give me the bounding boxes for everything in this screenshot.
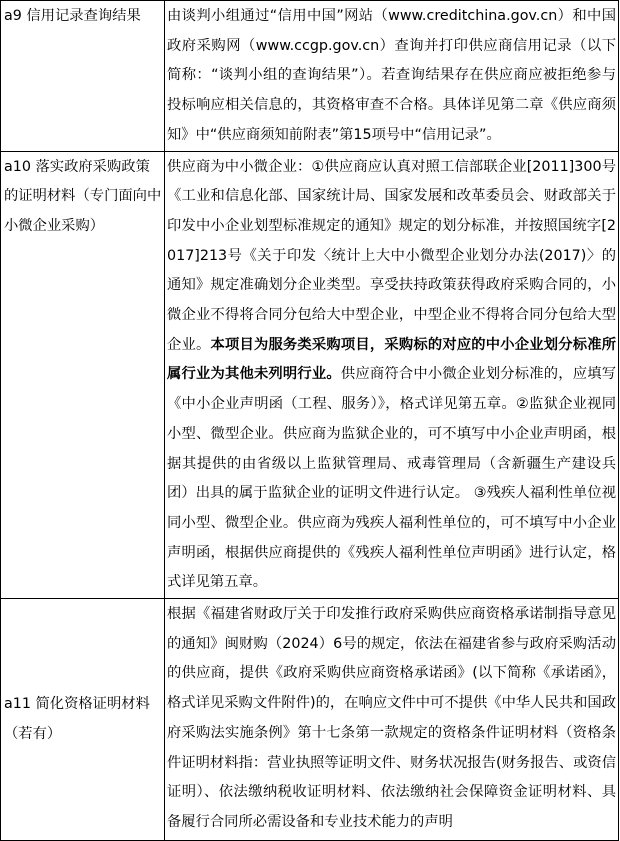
- table-row: [1, 599, 619, 841]
- table-row: [1, 151, 619, 599]
- row-label-a11: a11 简化资格证明材料（若有）: [1, 599, 165, 841]
- row-content-a9: 由谈判小组通过“信用中国”网站（www.creditchina.gov.cn）和中国政府采购网（www.ccgp.gov.cn）查询并打印供应商信用记录（以下简称：“谈判小组的查询结果”）。若查询结果存在供应商应被拒绝参与投标响应相关信息的，其资格审查不合格。具体详见第二章《供应商须知》中“供应商须知前附表”第15项号中“信用记录”。: [165, 1, 619, 152]
- row-label-a10: a10 落实政府采购政策的证明材料（专门面向中小微企业采购）: [1, 151, 165, 599]
- content-emphasis: 本项目为服务类采购项目，采购标的对应的中小企业划分标准所属行业为其他未列明行业。: [167, 336, 617, 383]
- row-content-a11: 根据《福建省财政厅关于印发推行政府采购供应商资格承诺制指导意见的通知》闽财购（2024）6号的规定，依法在福建省参与政府采购活动的供应商，提供《政府采购供应商资格承诺函》(以下简称《承诺函》，格式详见采购文件附件)的，在响应文件中可不提供《中华人民共和国政府采购法实施条例》第十七条第一款规定的资格条件证明材料（资格条件证明材料指：营业执照等证明文件、财务状况报告(财务报告、或资信证明）、依法缴纳税收证明材料、依法缴纳社会保障资金证明材料、具备履行合同所必需设备和专业技术能力的声明: [165, 599, 619, 841]
- table-row: [1, 1, 619, 152]
- content-text: 供应商为中小微企业：①供应商应认真对照工信部联企业[2011]300号《工业和信息化部、国家统计局、国家发展和改革委员会、财政部关于印发中小企业划型标准规定的通知》规定的划分标准，并按照国统字[2017]213号《关于印发〈统计上大中小微型企业划分办法(2017)〉的通知》规定准确划分企业类型。享受扶持政策获得政府采购合同的，小微企业不得将合同分包给大中型企业，中型企业不得将合同分包给大型企业。: [167, 158, 616, 353]
- row-content-a10: [165, 151, 619, 599]
- content-text: 供应商符合中小微企业划分标准的，应填写《中小企业声明函（工程、服务）》，格式详见第五章。②监狱企业视同小型、微型企业。供应商为监狱企业的，可不填写中小企业声明函，根据其提供的由省级以上监狱管理局、戒毒管理局（含新疆生产建设兵团）出具的属于监狱企业的证明文件进行认定。 ③残疾人福利性单位视同小型、微型企业。供应商为残疾人福利性单位的，可不填写中小企业声明函，根据供应商提供的《残疾人福利性单位声明函》进行认定，格式详见第五章。: [167, 366, 617, 591]
- row-label-a9: a9 信用记录查询结果: [1, 1, 165, 152]
